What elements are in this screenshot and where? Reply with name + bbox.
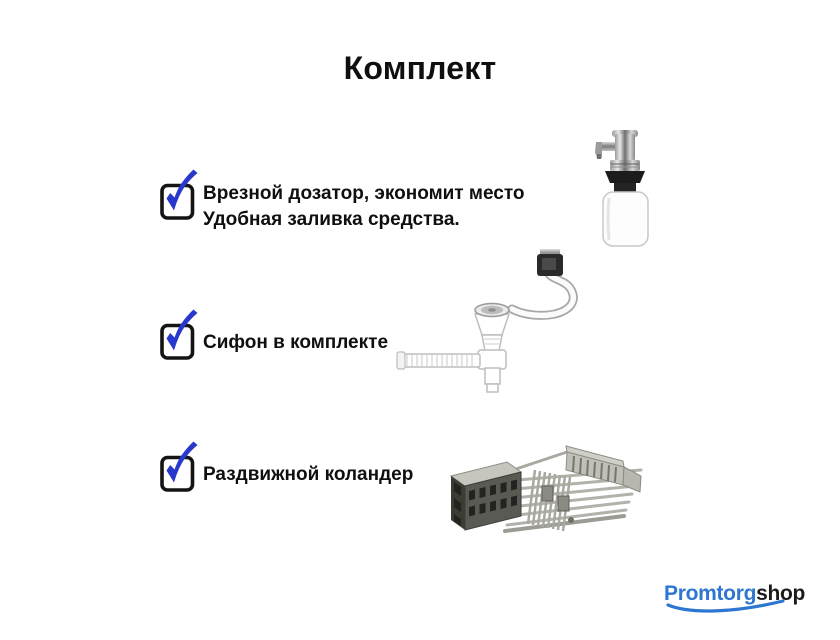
checklist-item bbox=[157, 440, 413, 494]
item-text-line: Раздвижной коландер bbox=[203, 464, 414, 485]
item-text bbox=[203, 308, 388, 356]
checklist-item bbox=[157, 308, 388, 362]
item-text bbox=[203, 440, 413, 488]
item-text bbox=[203, 168, 525, 233]
item-text-line: Врезной дозатор, экономит место bbox=[203, 183, 525, 204]
logo-text-secondary: shop bbox=[756, 582, 806, 605]
item-text-line: Удобная заливка средства. bbox=[203, 209, 460, 230]
checkbox-checked-icon bbox=[157, 308, 201, 362]
siphon-image bbox=[395, 238, 585, 393]
logo-text bbox=[664, 582, 820, 606]
checkbox-checked-icon bbox=[157, 168, 201, 222]
colander-image bbox=[443, 430, 658, 548]
item-text-line: Сифон в комплекте bbox=[203, 332, 389, 353]
logo-text-primary: Promtorg bbox=[664, 582, 757, 605]
checklist-item bbox=[157, 168, 525, 233]
page-title: Комплект bbox=[343, 50, 497, 86]
checkbox-checked-icon bbox=[157, 440, 201, 494]
soap-dispenser-image bbox=[578, 128, 658, 250]
brand-logo bbox=[664, 582, 820, 615]
